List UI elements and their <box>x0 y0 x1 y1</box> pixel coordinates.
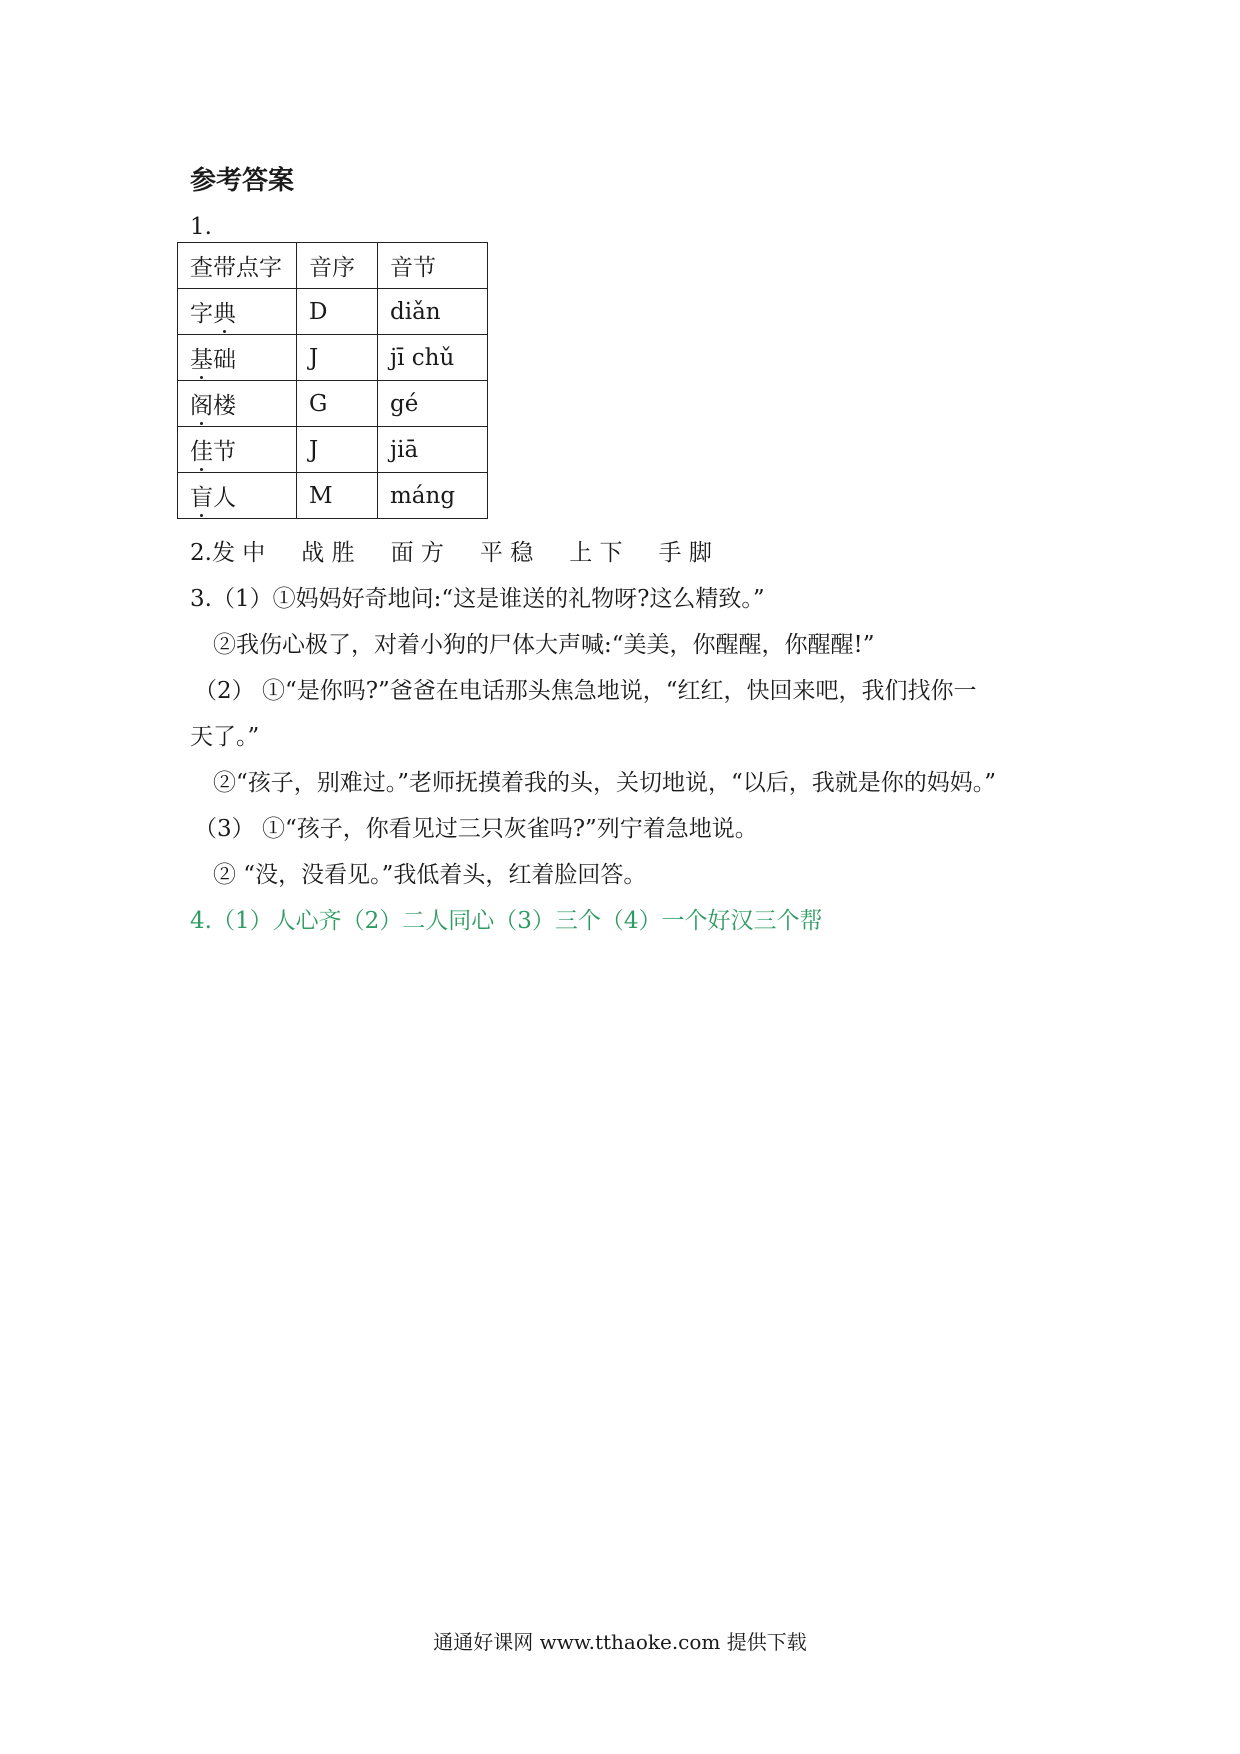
question-3-line: ②“孩子，别难过。”老师抚摸着我的头，关切地说，“以后，我就是你的妈妈。” <box>213 770 997 796</box>
word-cell <box>178 381 297 427</box>
syllable-cell: jī chǔ <box>378 335 488 381</box>
dotted-character: 基 <box>190 347 213 373</box>
page-footer: 通通好课网 www.tthaoke.com 提供下载 <box>433 1630 807 1654</box>
word-pair: 战 胜 <box>301 540 355 566</box>
question-3-line: （3） ①“孩子，你看见过三只灰雀吗?”列宁着急地说。 <box>194 816 758 842</box>
word-pair: 上 下 <box>569 540 623 566</box>
emphasis-dot <box>223 330 226 333</box>
emphasis-dot <box>200 376 203 379</box>
table-header-cell: 音节 <box>378 243 488 289</box>
word-pair: 手 脚 <box>658 540 712 566</box>
dotted-character: 典 <box>213 301 236 327</box>
word-pair: 发 中 <box>211 540 266 566</box>
table-row <box>178 289 488 335</box>
question-2 <box>190 538 748 568</box>
question-3-line: ② “没，没看见。”我低着头，红着脸回答。 <box>213 862 647 888</box>
question-3-line: 天了。” <box>190 724 260 750</box>
character: 楼 <box>213 393 236 419</box>
word-cell <box>178 289 297 335</box>
word-cell <box>178 473 297 519</box>
syllable-cell: máng <box>378 473 488 519</box>
dotted-character: 佳 <box>190 439 213 465</box>
pinyin-table <box>177 242 488 519</box>
dotted-word <box>190 485 236 511</box>
character: 节 <box>213 439 236 465</box>
table-header-row <box>178 243 488 289</box>
order-cell: M <box>297 473 378 519</box>
dotted-character: 盲 <box>190 485 213 511</box>
table-row <box>178 427 488 473</box>
table-header-cell: 音序 <box>297 243 378 289</box>
emphasis-dot <box>200 422 203 425</box>
question-2-number: 2. <box>190 540 212 566</box>
emphasis-dot <box>200 468 203 471</box>
syllable-cell: diǎn <box>378 289 488 335</box>
dotted-word <box>190 439 236 465</box>
question-3-line: 3.（1）①妈妈好奇地问:“这是谁送的礼物呀?这么精致。” <box>190 586 765 612</box>
dotted-word <box>190 347 236 373</box>
character: 字 <box>190 301 213 327</box>
word-pair: 平 稳 <box>479 540 534 566</box>
order-cell: J <box>297 335 378 381</box>
order-cell: J <box>297 427 378 473</box>
question-3-line: ②我伤心极了，对着小狗的尸体大声喊:“美美，你醒醒，你醒醒!” <box>213 632 875 658</box>
dotted-character: 阁 <box>190 393 213 419</box>
word-cell <box>178 427 297 473</box>
table-row <box>178 381 488 427</box>
dotted-word <box>190 301 236 327</box>
table-row <box>178 473 488 519</box>
page-title: 参考答案 <box>190 166 295 196</box>
syllable-cell: gé <box>378 381 488 427</box>
word-cell <box>178 335 297 381</box>
character: 础 <box>213 347 236 373</box>
table-header-cell: 查带点字 <box>178 243 297 289</box>
question-4-answer: 4.（1）人心齐（2）二人同心（3）三个（4）一个好汉三个帮 <box>190 908 823 934</box>
emphasis-dot <box>200 514 203 517</box>
order-cell: G <box>297 381 378 427</box>
syllable-cell: jiā <box>378 427 488 473</box>
question-1-number: 1. <box>190 214 212 240</box>
word-pair: 面 方 <box>390 540 444 566</box>
table-row <box>178 335 488 381</box>
question-3-line: （2） ①“是你吗?”爸爸在电话那头焦急地说，“红红，快回来吧，我们找你一 <box>194 678 977 704</box>
order-cell: D <box>297 289 378 335</box>
dotted-word <box>190 393 236 419</box>
character: 人 <box>213 485 236 511</box>
